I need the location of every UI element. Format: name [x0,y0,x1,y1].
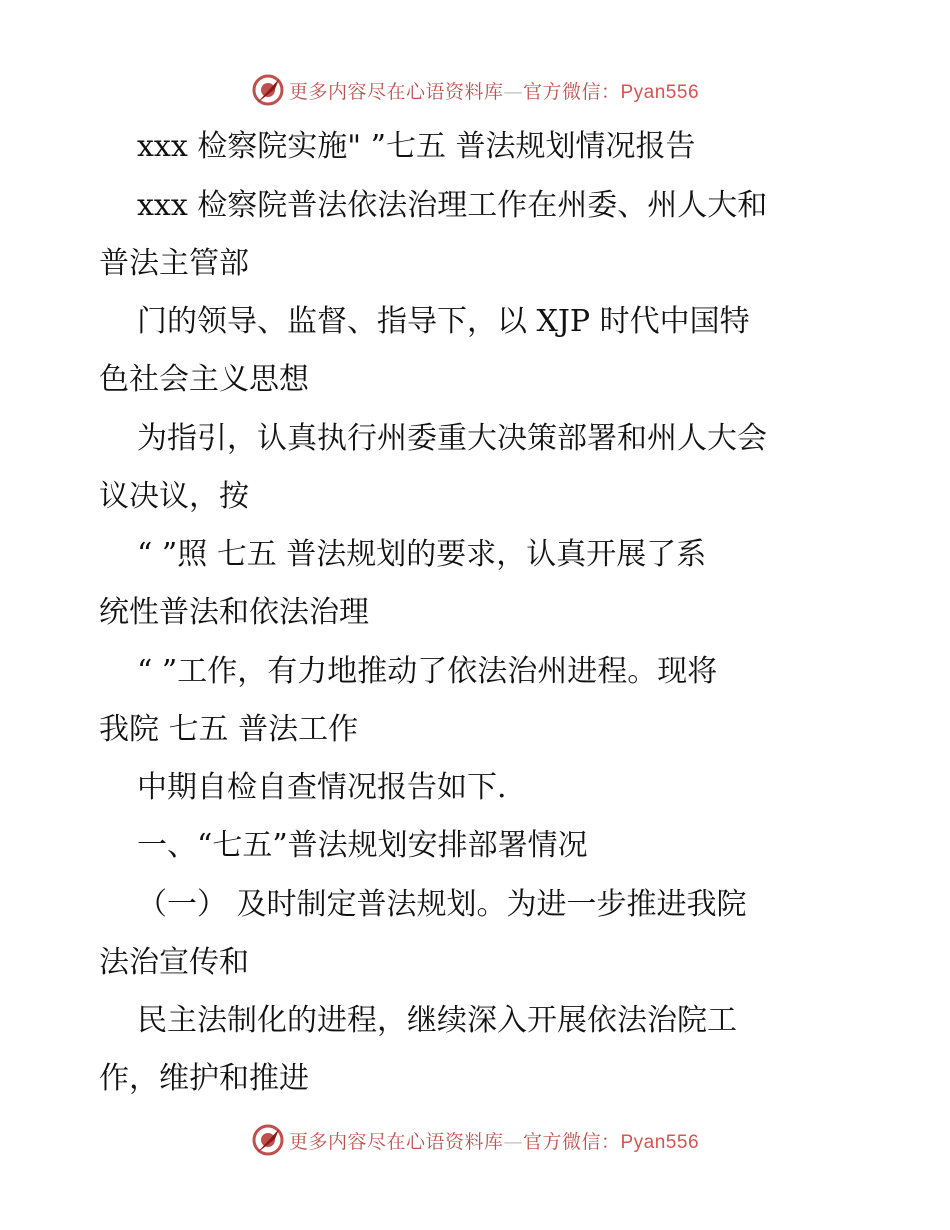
paragraph-line: 我院 七五 普法工作 [99,712,359,747]
paragraph-line: 中期自检自查情况报告如下. [137,770,507,805]
banner-title: 更多内容尽在心语资料库 [288,1130,504,1153]
quill-logo-icon [251,73,285,107]
paragraph-line: 为指引，认真执行州委重大决策部署和州人大会 [137,421,767,456]
paragraph-line: 门的领导、监督、指导下，以 XJP 时代中国特 [137,304,750,339]
paragraph-line: 色社会主义思想 [99,362,309,397]
subsection-heading: （一） 及时制定普法规划。为进一步推进我院 [137,887,747,922]
paragraph-line: xxx 检察院普法依法治理工作在州委、州人大和 [137,188,768,223]
banner-text [289,77,699,104]
paragraph-line: 民主法制化的进程，继续深入开展依法治院工 [137,1003,737,1038]
section-heading: 一、“七五”普法规划安排部署情况 [137,828,588,863]
footer-banner [0,1120,950,1160]
paragraph-line: 统性普法和依法治理 [99,595,369,630]
paragraph-line: 普法主管部 [99,246,249,281]
quill-logo-icon [251,1123,285,1157]
banner-separator: — [503,80,523,103]
paragraph-line: 法治宣传和 [99,945,249,980]
banner-separator: — [503,1130,523,1153]
banner-wechat-id: Pyan556 [620,1131,700,1153]
paragraph-line: “ ”照 七五 普法规划的要求，认真开展了系 [137,537,707,572]
header-banner [0,70,950,110]
banner-title: 更多内容尽在心语资料库 [288,80,504,103]
paragraph-line: 议决议，按 [99,479,249,514]
paragraph-line: 作，维护和推进 [99,1061,309,1096]
banner-wechat-id: Pyan556 [620,81,700,103]
banner-text [289,1127,699,1154]
paragraph-line: “ ”工作，有力地推动了依法治州进程。现将 [137,654,718,689]
banner-wechat-label: 官方微信： [522,80,621,103]
report-title: xxx 检察院实施" ”七五 普法规划情况报告 [137,129,696,164]
banner-wechat-label: 官方微信： [522,1130,621,1153]
